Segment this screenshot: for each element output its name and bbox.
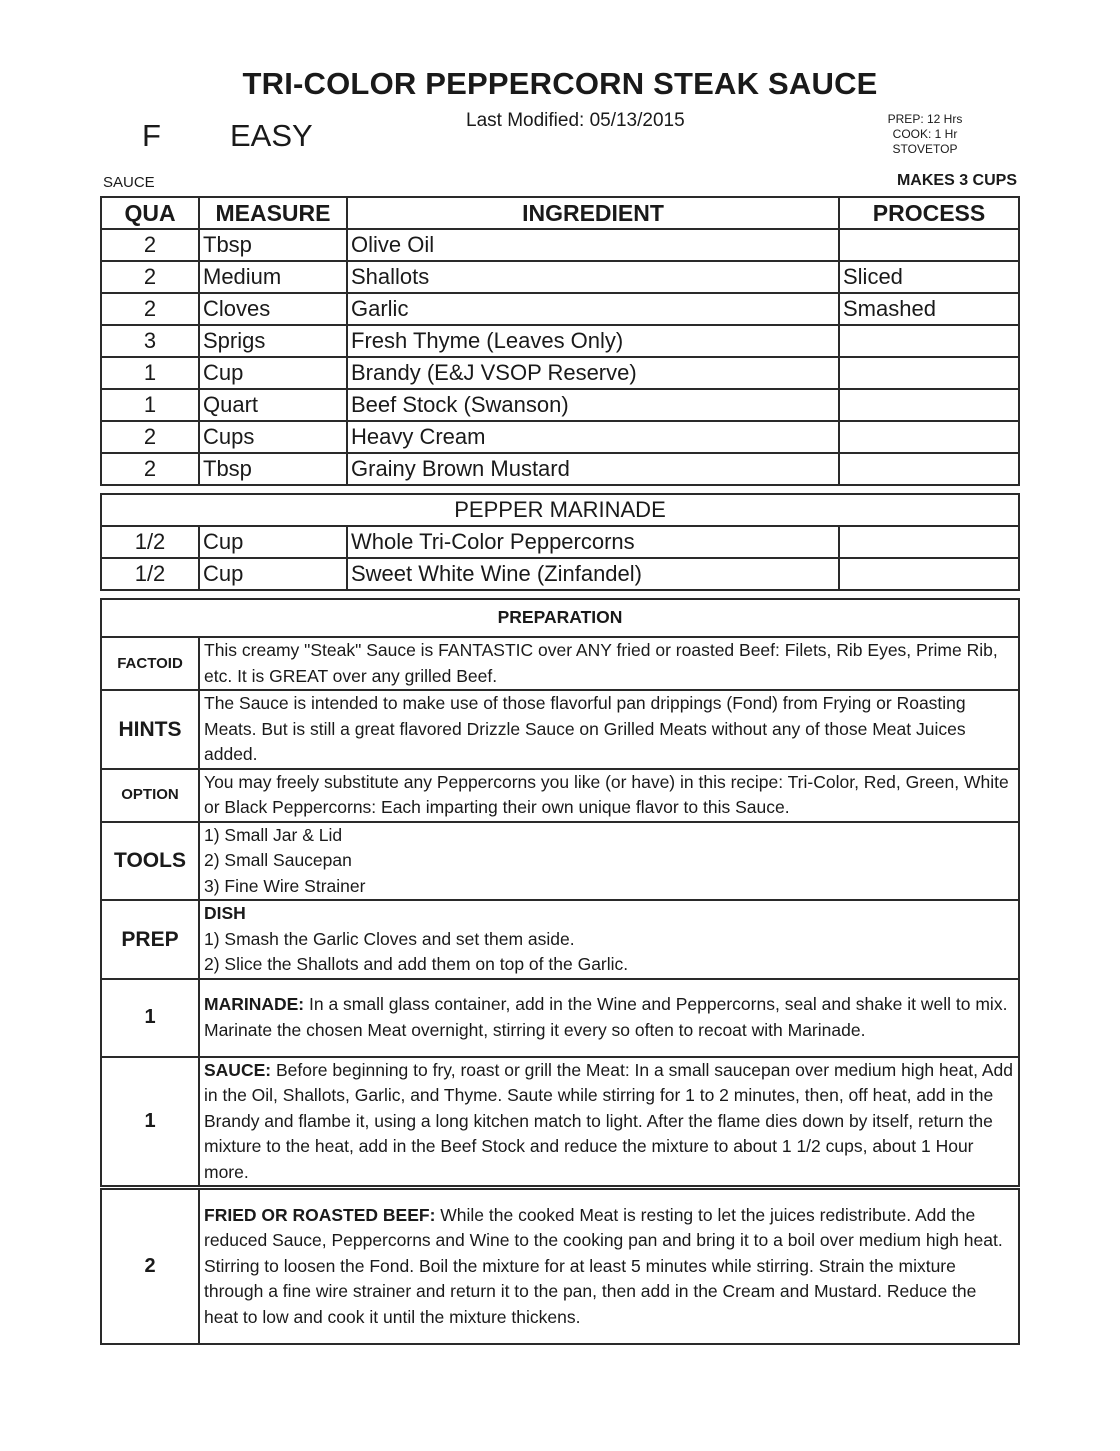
ingredient-qty: 1 bbox=[101, 357, 199, 389]
ingredient-row bbox=[101, 261, 1019, 293]
ingredient-name: Fresh Thyme (Leaves Only) bbox=[347, 325, 839, 357]
ingredient-measure: Cups bbox=[199, 421, 347, 453]
option-text: You may freely substitute any Peppercorns you like (or have) in this recipe: Tri-Color, Red, Green, White or Black Peppercorns: Each imparting their own unique flavor to this Sauce. bbox=[199, 769, 1019, 822]
ingredient-name: Shallots bbox=[347, 261, 839, 293]
step-number: 1 bbox=[101, 1057, 199, 1187]
marinade-ingredient: Sweet White Wine (Zinfandel) bbox=[347, 558, 839, 590]
ingredient-qty: 3 bbox=[101, 325, 199, 357]
ingredient-name: Beef Stock (Swanson) bbox=[347, 389, 839, 421]
step-text bbox=[199, 1189, 1019, 1344]
step-body: In a small glass container, add in the Wine and Peppercorns, seal and shake it well to mix. Marinate the chosen Meat overnight, stirring it every so often to recoat with Marinade. bbox=[204, 994, 1008, 1040]
ingredient-row bbox=[101, 357, 1019, 389]
step-lead: SAUCE: bbox=[204, 1059, 272, 1080]
ingredient-process bbox=[839, 389, 1019, 421]
step-number: 1 bbox=[101, 979, 199, 1057]
ingredient-name: Brandy (E&J VSOP Reserve) bbox=[347, 357, 839, 389]
ingredient-qty: 2 bbox=[101, 293, 199, 325]
ingredients-header-row bbox=[101, 197, 1019, 229]
tool-item: 3) Fine Wire Strainer bbox=[204, 875, 366, 896]
option-label: OPTION bbox=[101, 769, 199, 822]
prep-list bbox=[199, 900, 1019, 979]
hints-label: HINTS bbox=[101, 690, 199, 769]
ingredient-measure: Cup bbox=[199, 357, 347, 389]
ingredient-process: Sliced bbox=[839, 261, 1019, 293]
recipe-section: SAUCE bbox=[103, 174, 155, 191]
marinade-measure: Cup bbox=[199, 526, 347, 558]
step-lead: FRIED OR ROASTED BEEF: bbox=[204, 1204, 436, 1225]
tool-item: 1) Small Jar & Lid bbox=[204, 824, 343, 845]
factoid-row bbox=[101, 637, 1019, 690]
step-body: While the cooked Meat is resting to let the juices redistribute. Add the reduced Sauce, Peppercorns and Wine to the cooking pan and bring it to a boil over medium high heat. Stirring to loosen the Fond. Boil the mixture for at least 5 minutes while stirring. Strain the mixture through a fine wire strainer and return it to the pan, then add in the Cream and Mustard. Reduce the heat to low and cook it until the mixture thickens. bbox=[204, 1204, 1003, 1327]
prep-item: 1) Smash the Garlic Cloves and set them aside. bbox=[204, 928, 575, 949]
ingredient-process bbox=[839, 421, 1019, 453]
step-text bbox=[199, 1057, 1019, 1187]
recipe-yield: MAKES 3 CUPS bbox=[896, 172, 1017, 189]
factoid-text: This creamy "Steak" Sauce is FANTASTIC over ANY fried or roasted Beef: Filets, Rib Eyes, Prime Rib, etc. It is GREAT over any grilled Beef. bbox=[199, 637, 1019, 690]
ingredient-name: Grainy Brown Mustard bbox=[347, 453, 839, 485]
marinade-title: PEPPER MARINADE bbox=[101, 494, 1019, 526]
ingredient-qty: 2 bbox=[101, 453, 199, 485]
marinade-header-row bbox=[101, 494, 1019, 526]
prep-row bbox=[101, 900, 1019, 979]
cook-time: COOK: 1 Hr bbox=[892, 127, 958, 141]
factoid-label: FACTOID bbox=[101, 637, 199, 690]
ingredient-measure: Sprigs bbox=[199, 325, 347, 357]
column-header-process: PROCESS bbox=[839, 197, 1019, 229]
category-code: F bbox=[142, 118, 161, 153]
marinade-process bbox=[839, 526, 1019, 558]
timing-info bbox=[860, 112, 990, 157]
tools-list bbox=[199, 822, 1019, 901]
ingredient-process bbox=[839, 229, 1019, 261]
marinade-qty: 1/2 bbox=[101, 558, 199, 590]
ingredient-process bbox=[839, 325, 1019, 357]
ingredient-name: Olive Oil bbox=[347, 229, 839, 261]
ingredient-measure: Tbsp bbox=[199, 229, 347, 261]
ingredient-qty: 1 bbox=[101, 389, 199, 421]
ingredient-row bbox=[101, 293, 1019, 325]
prep-time: PREP: 12 Hrs bbox=[887, 112, 963, 126]
ingredient-process: Smashed bbox=[839, 293, 1019, 325]
ingredient-measure: Quart bbox=[199, 389, 347, 421]
step-text bbox=[199, 979, 1019, 1057]
column-header-ingredient: INGREDIENT bbox=[347, 197, 839, 229]
tools-label: TOOLS bbox=[101, 822, 199, 901]
step-row bbox=[101, 1057, 1019, 1187]
prep-heading: DISH bbox=[204, 903, 246, 923]
marinade-ingredient: Whole Tri-Color Peppercorns bbox=[347, 526, 839, 558]
ingredient-row bbox=[101, 421, 1019, 453]
ingredient-measure: Tbsp bbox=[199, 453, 347, 485]
marinade-qty: 1/2 bbox=[101, 526, 199, 558]
step-row bbox=[101, 1189, 1019, 1344]
ingredient-qty: 2 bbox=[101, 261, 199, 293]
last-modified-date: Last Modified: 05/13/2015 bbox=[466, 110, 685, 131]
marinade-table bbox=[100, 493, 1020, 591]
column-header-qty: QUA bbox=[101, 197, 199, 229]
ingredient-row bbox=[101, 453, 1019, 485]
ingredient-qty: 2 bbox=[101, 229, 199, 261]
column-header-measure: MEASURE bbox=[199, 197, 347, 229]
ingredient-name: Garlic bbox=[347, 293, 839, 325]
ingredient-row bbox=[101, 325, 1019, 357]
hints-row bbox=[101, 690, 1019, 769]
recipe-title: TRI-COLOR PEPPERCORN STEAK SAUCE bbox=[242, 66, 878, 101]
ingredients-table bbox=[100, 196, 1020, 486]
marinade-row bbox=[101, 558, 1019, 590]
ingredient-row bbox=[101, 229, 1019, 261]
cook-method: STOVETOP bbox=[892, 142, 958, 156]
ingredient-measure: Medium bbox=[199, 261, 347, 293]
step-number: 2 bbox=[101, 1189, 199, 1344]
ingredient-row bbox=[101, 389, 1019, 421]
option-row bbox=[101, 769, 1019, 822]
ingredient-process bbox=[839, 453, 1019, 485]
tool-item: 2) Small Saucepan bbox=[204, 850, 352, 870]
difficulty-level: EASY bbox=[230, 118, 313, 153]
marinade-process bbox=[839, 558, 1019, 590]
step-lead: MARINADE: bbox=[204, 994, 305, 1014]
ingredient-name: Heavy Cream bbox=[347, 421, 839, 453]
preparation-title: PREPARATION bbox=[101, 599, 1019, 637]
ingredient-qty: 2 bbox=[101, 421, 199, 453]
prep-label: PREP bbox=[101, 900, 199, 979]
marinade-measure: Cup bbox=[199, 558, 347, 590]
step-body: Before beginning to fry, roast or grill the Meat: In a small saucepan over medium high heat, Add in the Oil, Shallots, Garlic, and Thyme. Saute while stirring for 1 to 2 minutes, then, off heat, add in the Brandy and flambe it, using a long kitchen match to light. After the flame dies down by itself, return the mixture to the heat, add in the Beef Stock and reduce the mixture to about 1 1/2 cups, about 1 Hour more. bbox=[204, 1059, 1013, 1182]
prep-item: 2) Slice the Shallots and add them on top of the Garlic. bbox=[204, 954, 629, 974]
marinade-row bbox=[101, 526, 1019, 558]
ingredient-measure: Cloves bbox=[199, 293, 347, 325]
tools-row bbox=[101, 822, 1019, 901]
final-step-table bbox=[100, 1188, 1020, 1345]
hints-text: The Sauce is intended to make use of those flavorful pan drippings (Fond) from Frying or Roasting Meats. But is still a great flavored Drizzle Sauce on Grilled Meats without any of those Meat Juices added. bbox=[199, 690, 1019, 769]
ingredient-process bbox=[839, 357, 1019, 389]
preparation-header-row bbox=[101, 599, 1019, 637]
step-row bbox=[101, 979, 1019, 1057]
preparation-table bbox=[100, 598, 1020, 1187]
